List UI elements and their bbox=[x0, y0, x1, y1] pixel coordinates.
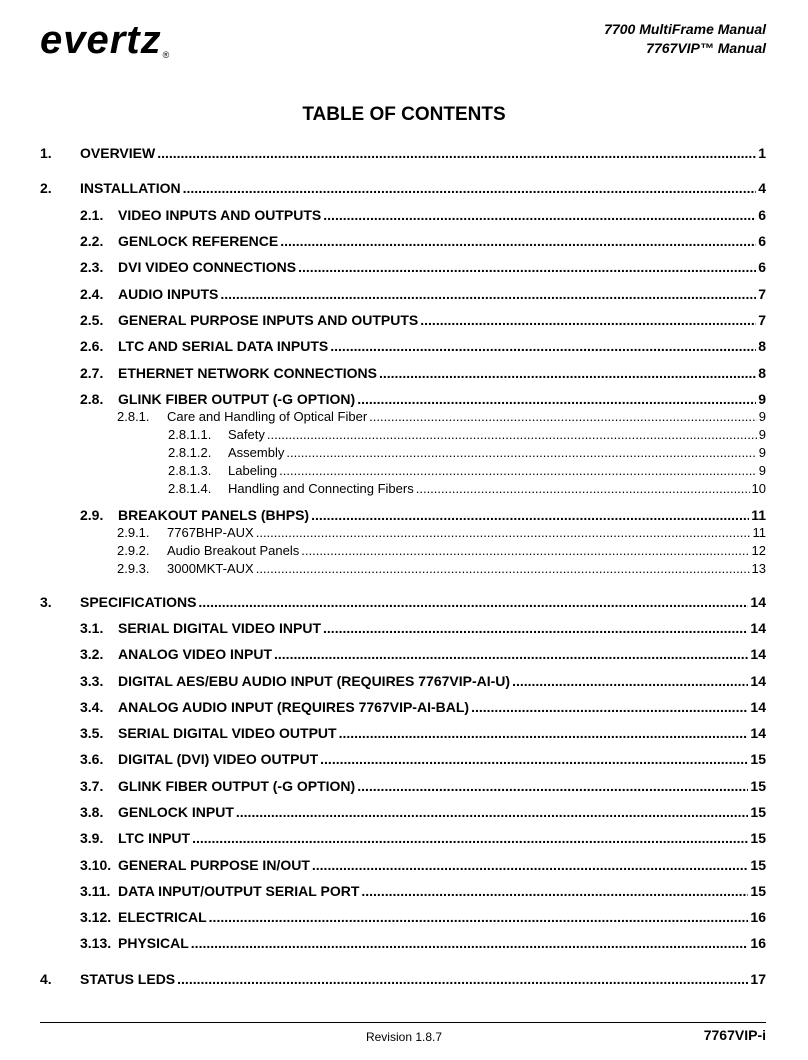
toc-entry[interactable] bbox=[80, 646, 766, 662]
toc-entry-page: 13 bbox=[751, 561, 766, 576]
toc-entry-page: 8 bbox=[758, 365, 766, 381]
toc-dot-leader bbox=[301, 543, 749, 558]
toc-entry-number: 2.1. bbox=[80, 207, 104, 223]
toc-entry[interactable] bbox=[80, 312, 766, 328]
toc-entry[interactable] bbox=[80, 338, 766, 354]
toc-entry-title: Audio Breakout Panels bbox=[167, 543, 300, 558]
toc-entry-title: PHYSICAL bbox=[118, 935, 189, 951]
toc-entry[interactable] bbox=[80, 883, 766, 899]
toc-entry-title: SERIAL DIGITAL VIDEO INPUT bbox=[118, 620, 322, 636]
toc-dot-leader bbox=[177, 971, 748, 987]
toc-entry-page: 9 bbox=[758, 409, 766, 424]
toc-dot-leader bbox=[157, 145, 756, 161]
toc-entry-number: 3.2. bbox=[80, 646, 104, 662]
toc-entry[interactable] bbox=[80, 507, 766, 523]
toc-entry-page: 6 bbox=[758, 233, 766, 249]
toc-dot-leader bbox=[416, 481, 750, 496]
toc-entry-title: 3000MKT-AUX bbox=[167, 561, 254, 576]
toc-entry-title: GENERAL PURPOSE IN/OUT bbox=[118, 857, 310, 873]
toc-entry-number: 2.3. bbox=[80, 259, 104, 275]
toc-dot-leader bbox=[274, 646, 748, 662]
toc-entry-page: 14 bbox=[750, 646, 766, 662]
toc-entry-number: 3.6. bbox=[80, 751, 104, 767]
toc-entry-page: 11 bbox=[751, 507, 766, 523]
toc-dot-leader bbox=[183, 180, 757, 196]
toc-entry-title: Assembly bbox=[228, 445, 285, 460]
toc-entry-page: 14 bbox=[750, 594, 766, 610]
toc-entry[interactable] bbox=[168, 481, 766, 496]
toc-entry[interactable] bbox=[117, 525, 766, 540]
toc-entry-title: INSTALLATION bbox=[80, 180, 181, 196]
toc-entry-title: SERIAL DIGITAL VIDEO OUTPUT bbox=[118, 725, 337, 741]
toc-entry-number: 3.11. bbox=[80, 883, 111, 899]
toc-dot-leader bbox=[298, 259, 756, 275]
toc-entry-number: 3.13. bbox=[80, 935, 112, 951]
toc-entry[interactable] bbox=[40, 145, 766, 161]
toc-entry-title: STATUS LEDS bbox=[80, 971, 176, 987]
toc-entry-number: 3.7. bbox=[80, 778, 104, 794]
toc-entry[interactable] bbox=[80, 286, 766, 302]
toc-dot-leader bbox=[379, 365, 756, 381]
toc-entry-number: 4. bbox=[40, 971, 52, 987]
logo-text: evertz bbox=[40, 18, 162, 62]
toc-entry[interactable] bbox=[117, 409, 766, 424]
toc-dot-leader bbox=[280, 233, 756, 249]
toc-dot-leader bbox=[323, 207, 756, 223]
toc-entry[interactable] bbox=[168, 463, 766, 478]
toc-dot-leader bbox=[192, 830, 748, 846]
toc-entry-page: 15 bbox=[750, 857, 766, 873]
manual-title-line2: 7767VIP™ Manual bbox=[646, 40, 766, 56]
toc-entry[interactable] bbox=[80, 935, 766, 951]
toc-dot-leader bbox=[320, 751, 748, 767]
toc-entry-number: 2.2. bbox=[80, 233, 104, 249]
toc-entry[interactable] bbox=[117, 561, 766, 576]
logo-registered-mark: ® bbox=[162, 50, 171, 60]
toc-entry-page: 16 bbox=[750, 935, 766, 951]
toc-entry-page: 6 bbox=[758, 207, 766, 223]
toc-entry-title: GLINK FIBER OUTPUT (-G OPTION) bbox=[118, 778, 356, 794]
toc-entry-page: 1 bbox=[758, 145, 766, 161]
toc-entry[interactable] bbox=[168, 427, 766, 442]
toc-dot-leader bbox=[471, 699, 748, 715]
toc-entry-page: 7 bbox=[758, 312, 766, 328]
revision-label: Revision 1.8.7 bbox=[365, 1030, 443, 1044]
toc-entry-number: 2.8.1.2. bbox=[168, 445, 212, 460]
toc-entry[interactable] bbox=[80, 207, 766, 223]
toc-entry-title: ELECTRICAL bbox=[118, 909, 207, 925]
toc-entry-title: GENLOCK INPUT bbox=[118, 804, 234, 820]
toc-entry[interactable] bbox=[80, 365, 766, 381]
toc-entry-number: 2.6. bbox=[80, 338, 104, 354]
toc-dot-leader bbox=[286, 445, 756, 460]
toc-dot-leader bbox=[330, 338, 756, 354]
toc-entry-number: 2.8.1.4. bbox=[168, 481, 212, 496]
toc-dot-leader bbox=[312, 857, 749, 873]
toc-entry[interactable] bbox=[80, 857, 766, 873]
toc-entry-page: 15 bbox=[750, 751, 766, 767]
toc-entry[interactable] bbox=[80, 391, 766, 407]
toc-entry-title: VIDEO INPUTS AND OUTPUTS bbox=[118, 207, 322, 223]
toc-entry[interactable] bbox=[80, 233, 766, 249]
toc-entry-title: ANALOG VIDEO INPUT bbox=[118, 646, 273, 662]
toc-entry-title: ANALOG AUDIO INPUT (REQUIRES 7767VIP-AI-BAL) bbox=[118, 699, 470, 715]
toc-entry-number: 2.8.1.1. bbox=[168, 427, 212, 442]
toc-entry-page: 15 bbox=[750, 883, 766, 899]
toc-entry-title: GENLOCK REFERENCE bbox=[118, 233, 279, 249]
toc-entry-page: 6 bbox=[758, 259, 766, 275]
toc-entry-title: GLINK FIBER OUTPUT (-G OPTION) bbox=[118, 391, 356, 407]
toc-entry-number: 2.8.1.3. bbox=[168, 463, 212, 478]
toc-entry-number: 3.12. bbox=[80, 909, 112, 925]
page-number: 7767VIP-i bbox=[703, 1027, 766, 1043]
toc-entry-number: 3.1. bbox=[80, 620, 104, 636]
toc-entry-number: 2.5. bbox=[80, 312, 104, 328]
toc-entry-page: 9 bbox=[758, 463, 766, 478]
toc-dot-leader bbox=[267, 427, 757, 442]
toc-entry-number: 2.9.1. bbox=[117, 525, 150, 540]
toc-entry[interactable] bbox=[80, 778, 766, 794]
toc-entry-title: LTC AND SERIAL DATA INPUTS bbox=[118, 338, 329, 354]
toc-entry-number: 3.8. bbox=[80, 804, 104, 820]
toc-entry-title: DIGITAL (DVI) VIDEO OUTPUT bbox=[118, 751, 319, 767]
toc-entry-page: 15 bbox=[750, 804, 766, 820]
toc-entry[interactable] bbox=[40, 594, 766, 610]
toc-entry-title: DATA INPUT/OUTPUT SERIAL PORT bbox=[118, 883, 360, 899]
toc-entry-page: 9 bbox=[758, 445, 766, 460]
toc-entry[interactable] bbox=[80, 909, 766, 925]
toc-entry-page: 14 bbox=[750, 673, 766, 689]
toc-entry-number: 1. bbox=[40, 145, 52, 161]
toc-entry-number: 2.8.1. bbox=[117, 409, 150, 424]
toc-entry[interactable] bbox=[80, 725, 766, 741]
toc-dot-leader bbox=[256, 561, 750, 576]
toc-entry-title: SPECIFICATIONS bbox=[80, 594, 197, 610]
toc-dot-leader bbox=[279, 463, 757, 478]
toc-entry-number: 3.5. bbox=[80, 725, 104, 741]
toc-entry-number: 2. bbox=[40, 180, 52, 196]
toc-entry[interactable] bbox=[168, 445, 766, 460]
toc-entry-title: BREAKOUT PANELS (BHPS) bbox=[118, 507, 310, 523]
toc-entry-number: 3.9. bbox=[80, 830, 104, 846]
toc-entry-page: 15 bbox=[750, 778, 766, 794]
toc-entry-number: 2.7. bbox=[80, 365, 104, 381]
toc-entry-page: 12 bbox=[751, 543, 766, 558]
toc-entry-page: 9 bbox=[758, 427, 766, 442]
toc-entry-number: 2.9. bbox=[80, 507, 104, 523]
toc-entry-title: Labeling bbox=[228, 463, 278, 478]
footer-divider bbox=[40, 1022, 766, 1023]
toc-entry-number: 2.9.2. bbox=[117, 543, 150, 558]
toc-entry-page: 11 bbox=[752, 525, 766, 540]
toc-entry-title: Handling and Connecting Fibers bbox=[228, 481, 414, 496]
toc-entry-page: 16 bbox=[750, 909, 766, 925]
toc-entry[interactable] bbox=[117, 543, 766, 558]
toc-entry[interactable] bbox=[40, 180, 766, 196]
toc-entry[interactable] bbox=[80, 699, 766, 715]
toc-entry-page: 17 bbox=[750, 971, 766, 987]
toc-dot-leader bbox=[512, 673, 748, 689]
toc-entry-page: 14 bbox=[750, 699, 766, 715]
toc-dot-leader bbox=[236, 804, 749, 820]
toc-dot-leader bbox=[256, 525, 751, 540]
toc-dot-leader bbox=[191, 935, 749, 951]
evertz-logo bbox=[40, 20, 170, 60]
toc-entry[interactable] bbox=[80, 830, 766, 846]
toc-dot-leader bbox=[209, 909, 749, 925]
toc-dot-leader bbox=[357, 391, 756, 407]
toc-dot-leader bbox=[220, 286, 756, 302]
toc-entry-number: 3.3. bbox=[80, 673, 104, 689]
toc-entry-title: GENERAL PURPOSE INPUTS AND OUTPUTS bbox=[118, 312, 419, 328]
toc-entry[interactable] bbox=[40, 971, 766, 987]
toc-entry-title: AUDIO INPUTS bbox=[118, 286, 219, 302]
toc-entry-page: 7 bbox=[758, 286, 766, 302]
toc-entry-title: 7767BHP-AUX bbox=[167, 525, 254, 540]
toc-entry-title: ETHERNET NETWORK CONNECTIONS bbox=[118, 365, 377, 381]
toc-entry[interactable] bbox=[80, 259, 766, 275]
toc-entry-number: 3.10. bbox=[80, 857, 112, 873]
toc-entry[interactable] bbox=[80, 751, 766, 767]
toc-entry-title: Care and Handling of Optical Fiber bbox=[167, 409, 368, 424]
toc-entry-page: 10 bbox=[751, 481, 766, 496]
toc-entry-number: 2.8. bbox=[80, 391, 104, 407]
toc-entry-page: 14 bbox=[750, 725, 766, 741]
toc-dot-leader bbox=[323, 620, 748, 636]
toc-entry-page: 8 bbox=[758, 338, 766, 354]
toc-entry-title: LTC INPUT bbox=[118, 830, 191, 846]
toc-dot-leader bbox=[361, 883, 748, 899]
toc-dot-leader bbox=[311, 507, 749, 523]
toc-entry-page: 9 bbox=[758, 391, 766, 407]
toc-entry-number: 2.9.3. bbox=[117, 561, 150, 576]
toc-entry-page: 14 bbox=[750, 620, 766, 636]
toc-entry-title: OVERVIEW bbox=[80, 145, 156, 161]
toc-entry[interactable] bbox=[80, 804, 766, 820]
toc-dot-leader bbox=[369, 409, 757, 424]
toc-entry-number: 3. bbox=[40, 594, 52, 610]
toc-entry-number: 3.4. bbox=[80, 699, 104, 715]
toc-dot-leader bbox=[357, 778, 748, 794]
toc-entry[interactable] bbox=[80, 620, 766, 636]
toc-dot-leader bbox=[339, 725, 749, 741]
toc-entry[interactable] bbox=[80, 673, 766, 689]
toc-entry-page: 15 bbox=[750, 830, 766, 846]
toc-dot-leader bbox=[420, 312, 756, 328]
manual-header bbox=[604, 20, 766, 58]
toc-entry-page: 4 bbox=[758, 180, 766, 196]
manual-title-line1: 7700 MultiFrame Manual bbox=[604, 21, 766, 37]
toc-entry-title: Safety bbox=[228, 427, 265, 442]
toc-entry-title: DVI VIDEO CONNECTIONS bbox=[118, 259, 297, 275]
toc-entry-title: DIGITAL AES/EBU AUDIO INPUT (REQUIRES 7767VIP-AI-U) bbox=[118, 673, 511, 689]
toc-dot-leader bbox=[198, 594, 748, 610]
page-title: TABLE OF CONTENTS bbox=[302, 104, 506, 125]
toc-entry-number: 2.4. bbox=[80, 286, 104, 302]
